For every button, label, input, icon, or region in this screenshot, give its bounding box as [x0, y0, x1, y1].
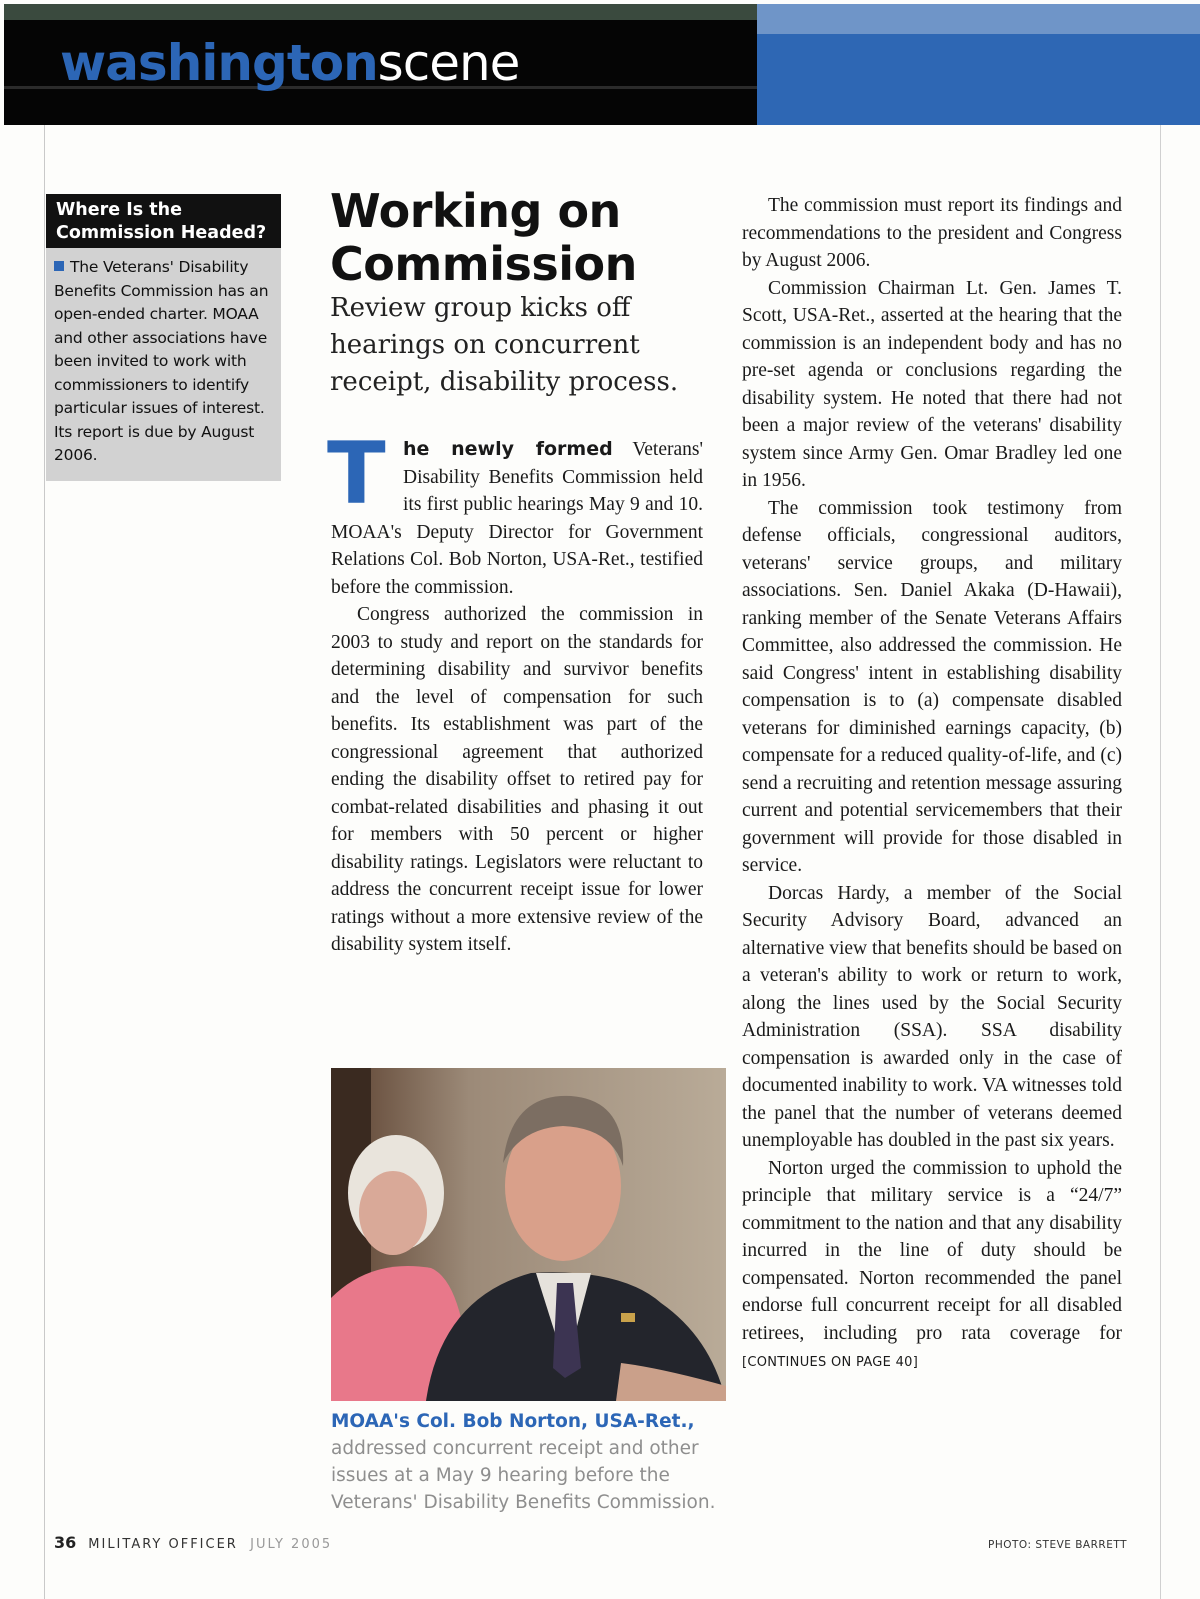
- article-headline: Working on Commission: [330, 184, 637, 291]
- drop-cap-letter: T: [327, 424, 386, 524]
- article-paragraph-6: Dorcas Hardy, a member of the Social Security Advisory Board, advanced an alternative view that benefits should be based on a veteran's ability to work or return to work, along the lines used by the Social Security Administration (SSA). SSA disability compensation is awarded only in the case of documented inability to work. VA witnesses told the panel that the number of veterans deemed unemployable has doubled in the past six years.: [742, 882, 1122, 1151]
- article-paragraph-4: Commission Chairman Lt. Gen. James T. Scott, USA-Ret., asserted at the hearing that the commission is an independent body and has no pre-set agenda or conclusions regarding the disability system. He noted that there had not been a major review of the veterans' disability system since Army Gen. Omar Bradley led one in 1956.: [742, 277, 1122, 491]
- photo-caption-text: addressed concurrent receipt and other issues at a May 9 hearing before the Veterans' Disability Benefits Commission.: [331, 1438, 716, 1513]
- sidebar-title: Where Is the Commission Headed?: [56, 200, 267, 243]
- continues-on-page-link[interactable]: [CONTINUES ON PAGE 40]: [742, 1355, 919, 1370]
- header-blue-panel-top: [757, 4, 1200, 34]
- sidebar-body: [54, 256, 276, 468]
- section-title: [60, 30, 519, 96]
- article-column-2: [742, 192, 1122, 1377]
- article-paragraph-7: [742, 1155, 1122, 1377]
- article-paragraph-1-text: Veterans' Disability Benefits Commission held its first public hearings May 9 and 10. MOAA's Deputy Director for Government Relations Col. Bob Norton, USA-Ret., testified before the commission.: [331, 439, 703, 598]
- article-paragraph-7-text: Norton urged the commission to uphold the principle that military service is a “24/7” commitment to the nation and that any disability incurred in the line of duty should be compensated. Norton recommended the panel endorse full concurrent receipt for all disabled retirees, including pro rata coverage for: [742, 1157, 1122, 1344]
- page-number: 36: [54, 1533, 77, 1552]
- photo-illustration: [331, 1068, 726, 1401]
- article-paragraph-3: The commission must report its findings and recommendations to the president and Congress by August 2006.: [742, 195, 1122, 271]
- section-title-scene: scene: [377, 34, 520, 92]
- page-gutter-line-left: [44, 125, 45, 1599]
- sidebar-header: [46, 194, 281, 248]
- issue-date: JULY 2005: [250, 1537, 333, 1552]
- photo-caption-lead: MOAA's Col. Bob Norton, USA-Ret.,: [331, 1411, 695, 1432]
- section-title-washington: washington: [60, 34, 378, 92]
- photo-credit: PHOTO: STEVE BARRETT: [988, 1539, 1127, 1551]
- publication-name: MILITARY OFFICER: [88, 1537, 238, 1552]
- header-photo-strip: [4, 4, 757, 20]
- drop-cap: [327, 424, 393, 524]
- article-photo: [331, 1068, 726, 1401]
- photo-caption: [331, 1408, 726, 1516]
- sidebar-body-text: The Veterans' Disability Benefits Commission has an open-ended charter. MOAA and other associations have been invited to work with commissioners to identify particular issues of interest. Its report is due by August 2006.: [54, 258, 269, 464]
- article-leadin: he newly formed: [403, 438, 613, 460]
- page-folio: [54, 1533, 332, 1552]
- article-column-1: [327, 424, 703, 959]
- article-paragraph-5: The commission took testimony from defense officials, congressional auditors, veterans' service groups, and military associations. Sen. Daniel Akaka (D-Hawaii), ranking member of the Senate Veterans Affairs Committee, also addressed the commission. He said Congress' intent in establishing disability compensation is to (a) compensate disabled veterans for diminished earnings capacity, (b) compensate for a reduced quality-of-life, and (c) send a recruiting and retention message assuring current and potential servicemembers that their government will provide for those disabled in service.: [742, 497, 1122, 876]
- page-gutter-line-right: [1160, 125, 1161, 1599]
- article-paragraph-1: [327, 424, 703, 601]
- article-paragraph-2: Congress authorized the commission in 2003 to study and report on the standards for determining disability and survivor benefits and the level of compensation for such benefits. Its establishment was part of the congressional agreement that authorized ending the disability offset to retired pay for combat-related disabilities and phasing it out for members with 50 percent or higher disability ratings. Legislators were reluctant to address the concurrent receipt issue for lower ratings without a more extensive review of the disability system itself.: [331, 604, 703, 955]
- square-bullet-icon: [54, 261, 64, 271]
- article-deck: Review group kicks off hearings on concurrent receipt, disability process.: [330, 293, 679, 397]
